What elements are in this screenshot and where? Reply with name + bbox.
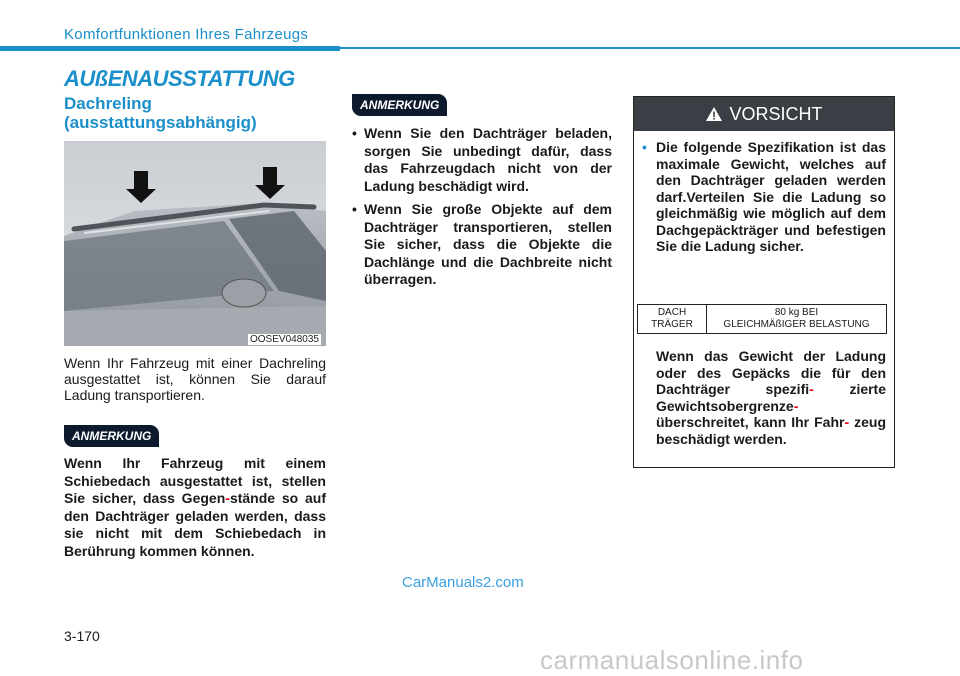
header-rule-thin — [340, 47, 960, 49]
spec-table — [637, 304, 887, 334]
figure-caption: OOSEV048035 — [250, 334, 319, 345]
subsection-title-line2: (ausstattungsabhängig) — [64, 113, 257, 132]
running-header: Komfortfunktionen Ihres Fahrzeugs — [64, 26, 309, 43]
roof-rack-photo — [64, 141, 326, 346]
list-item: • Wenn Sie den Dachträger beladen, sorgen Sie unbedingt dafür, dass das Fahrzeugdach nicht von der Ladung beschädigt wird. — [352, 125, 612, 195]
caution-bullet-list — [642, 139, 886, 255]
spec-value-cell: 80 kg BEI GLEICHMÄßIGER BELASTUNG — [707, 305, 887, 334]
table-row — [638, 305, 887, 334]
spec-label-cell: DACH TRÄGER — [638, 305, 707, 334]
caution-paragraph: Wenn das Gewicht der Ladung oder des Gepäcks die für den Dachträger spezifi- zierte Gewichtsobergrenze- überschreitet, kann Ihr Fahr- zeug beschädigt werden. — [656, 348, 887, 447]
car-roof-illustration — [64, 141, 326, 346]
subsection-title-line1: Dachreling — [64, 94, 152, 113]
footer-watermark: carmanualsonline.info — [540, 645, 804, 675]
note-badge: ANMERKUNG — [352, 94, 447, 116]
list-item: • Wenn Sie große Objekte auf dem Dachträger transportieren, stellen Sie sicher, dass die Objekte die Dachlänge und die Dachbreite nicht überragen. — [352, 201, 612, 289]
caution-header — [634, 97, 894, 131]
warning-triangle-icon — [705, 106, 723, 122]
section-title: AUßENAUSSTATTUNG — [64, 66, 295, 91]
note-badge: ANMERKUNG — [64, 425, 159, 447]
header-rule-thick — [0, 46, 340, 51]
subsection-title — [64, 94, 334, 132]
watermark: CarManuals2.com — [402, 574, 524, 591]
note-bullet-list — [352, 125, 612, 295]
intro-paragraph: Wenn Ihr Fahrzeug mit einer Dachreling ausgestattet ist, können Sie darauf Ladung transportieren. — [64, 355, 326, 403]
caution-title: VORSICHT — [729, 103, 823, 124]
note-paragraph: Wenn Ihr Fahrzeug mit einem Schiebedach ausgestattet ist, stellen Sie sicher, dass Gegen-stände so auf den Dachträger geladen werden, dass sie nicht mit dem Schiebedach in Berührung kommen können. — [64, 455, 326, 559]
page-number: 3-170 — [64, 628, 100, 644]
list-item: • Die folgende Spezifikation ist das maximale Gewicht, welches auf den Dachträger geladen werden darf.Verteilen Sie die Ladung so gleichmäßig wie möglich auf dem Dachgepäckträger und befestigen Sie die Ladung sicher. — [642, 139, 886, 255]
